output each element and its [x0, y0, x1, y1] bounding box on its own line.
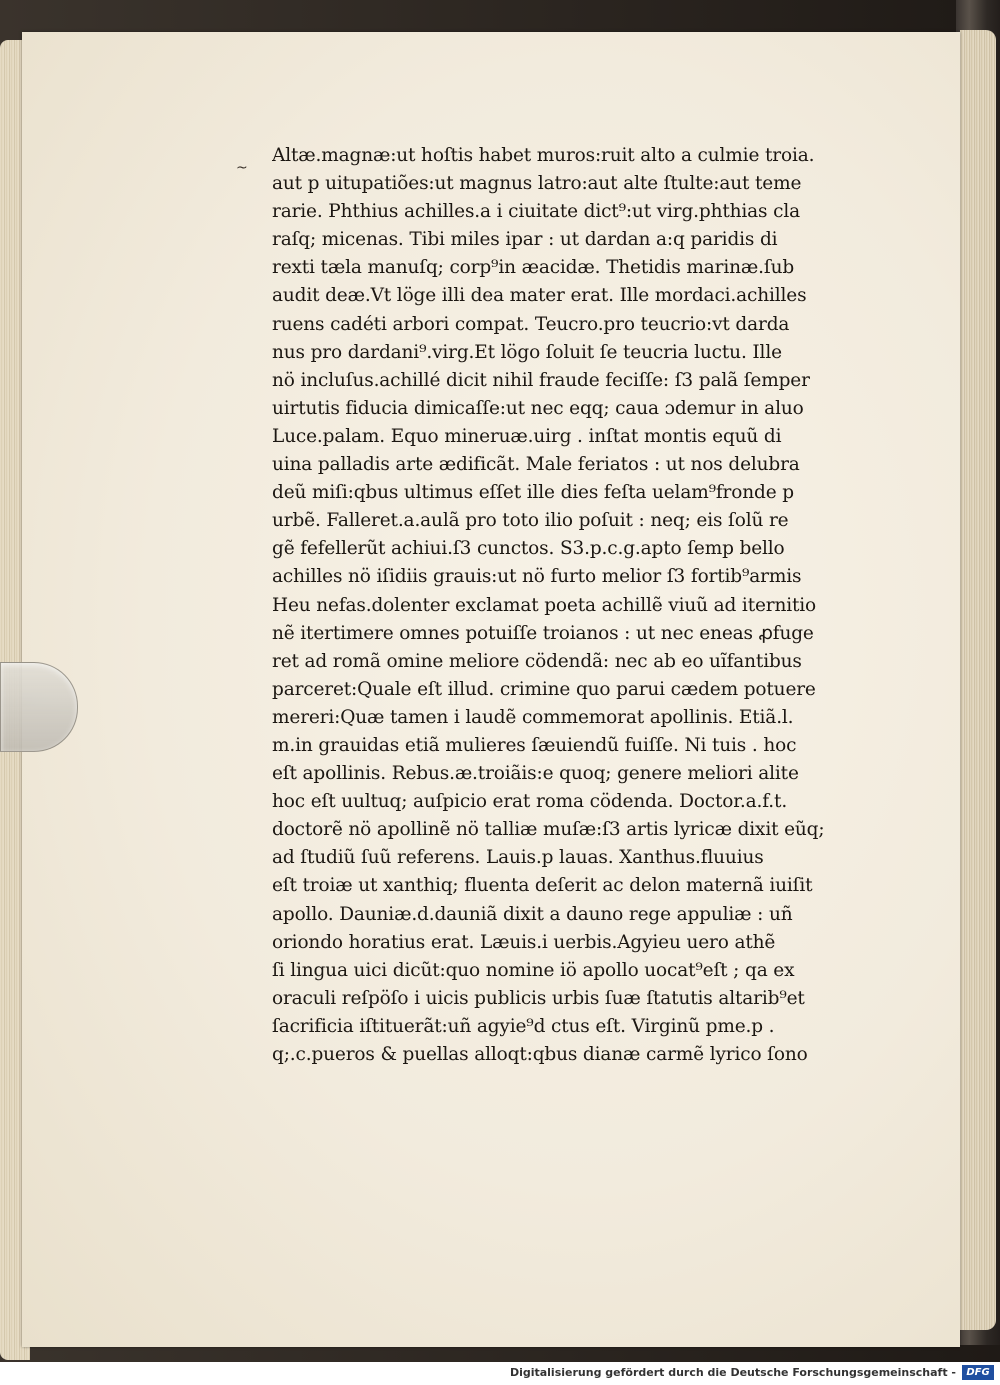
- text-line: ad ſtudiũ ſuũ referens. Lauis.p lauas. Xanthus.fluuius: [272, 847, 764, 869]
- margin-mark: ~: [236, 160, 248, 176]
- book-right-spine: [956, 0, 1000, 1345]
- text-line: rexti tæla manuſq; corp⁹in æacidæ. Thetidis marinæ.ſub: [272, 257, 795, 279]
- text-line: oriondo horatius erat. Læuis.i uerbis.Agyieu uero athẽ: [272, 931, 776, 953]
- text-line: doctorẽ nö apollinẽ nö talliæ muſæ:ſ3 artis lyricæ dixit eũq;: [272, 819, 825, 841]
- dfg-logo: DFG: [962, 1365, 994, 1380]
- book-right-page-edges: [960, 30, 996, 1330]
- text-line: ſi lingua uici dicũt:quo nomine iö apollo uocat⁹eſt ; qa ex: [272, 959, 795, 981]
- text-line: Luce.palam. Equo mineruæ.uirg . inſtat montis equũ di: [272, 425, 782, 447]
- text-line: apollo. Dauniæ.d.dauniã dixit a dauno rege appuliæ : uñ: [272, 903, 793, 925]
- text-line: oraculi reſpöſo i uicis publicis urbis ſuæ ſtatutis altarib⁹et: [272, 987, 805, 1009]
- text-line: aut p uitupatiões:ut magnus latro:aut alte ſtulte:aut teme: [272, 173, 802, 195]
- text-line: uina palladis arte ædificãt. Male feriatos : ut nos delubra: [272, 454, 800, 476]
- text-line: ruens cadéti arbori compat. Teucro.pro teucrio:vt darda: [272, 313, 790, 335]
- text-line: mereri:Quæ tamen i laudẽ commemorat apollinis. Etiã.l.: [272, 706, 794, 728]
- text-line: eſt apollinis. Rebus.æ.troiãis:e quoq; genere meliori alite: [272, 763, 799, 785]
- text-line: eſt troiæ ut xanthiq; fluenta deſerit ac delon maternã iuiſit: [272, 875, 813, 897]
- text-line: q;.c.pueros & puellas alloqt:qbus dianæ carmẽ lyrico ſono: [272, 1044, 808, 1065]
- text-line: achilles nö iſidiis grauis:ut nö furto melior ſ3 fortib⁹armis: [272, 566, 802, 588]
- text-line: nö incluſus.achillé dicit nihil fraude feciſſe: ſ3 palã ſemper: [272, 369, 810, 391]
- text-line: audit deæ.Vt löge illi dea mater erat. Ille mordaci.achilles: [272, 285, 807, 307]
- text-line: uirtutis fiducia dimicaſſe:ut nec eqq; caua ɔdemur in aluo: [272, 397, 804, 419]
- text-line: deũ miſi:qbus ultimus eſſet ille dies feſta uelam⁹fronde p: [272, 482, 794, 504]
- footer-bar: [0, 1362, 1000, 1385]
- text-line: parceret:Quale eſt illud. crimine quo parui cædem potuere: [272, 678, 816, 700]
- text-line: nus pro dardani⁹.virg.Et lögo ſoluit ſe teucria luctu. Ille: [272, 341, 782, 363]
- text-line: ſacrificia iſtituerãt:uñ agyie⁹d ctus eſt. Virginũ pme.p .: [272, 1015, 775, 1037]
- text-line: Altæ.magnæ:ut hoſtis habet muros:ruit alto a culmie troia.: [272, 145, 815, 166]
- text-line: Heu nefas.dolenter exclamat poeta achillẽ viuũ ad iternitio: [272, 594, 817, 616]
- text-line: urbẽ. Falleret.a.aulã pro toto ilio poſuit : neq; eis ſolũ re: [272, 510, 789, 532]
- text-line: ret ad romã omine meliore cödendã: nec ab eo uĩfantibus: [272, 650, 802, 672]
- text-line: raſq; micenas. Tibi miles ipar : ut dardan a:q paridis di: [272, 229, 778, 251]
- text-line: gẽ fefellerũt achiui.ſ3 cunctos. S3.p.c.g.apto ſemp bello: [272, 538, 785, 560]
- funding-credit: Digitalisierung gefördert durch die Deutsche Forschungsgemeinschaft -: [509, 1366, 956, 1379]
- text-line: nẽ itertimere omnes potuiſſe troianos : ut nec eneas ꝓfuge: [272, 622, 814, 644]
- text-line: m.in grauidas etiã mulieres ſæuiendũ fuiſſe. Ni tuis . hoc: [272, 734, 797, 756]
- page-text-block: [272, 142, 847, 1069]
- text-line: rarie. Phthius achilles.a i ciuitate dict⁹:ut virg.phthias cla: [272, 201, 800, 223]
- text-line: hoc eſt uultuq; auſpicio erat roma cödenda. Doctor.a.f.t.: [272, 791, 788, 813]
